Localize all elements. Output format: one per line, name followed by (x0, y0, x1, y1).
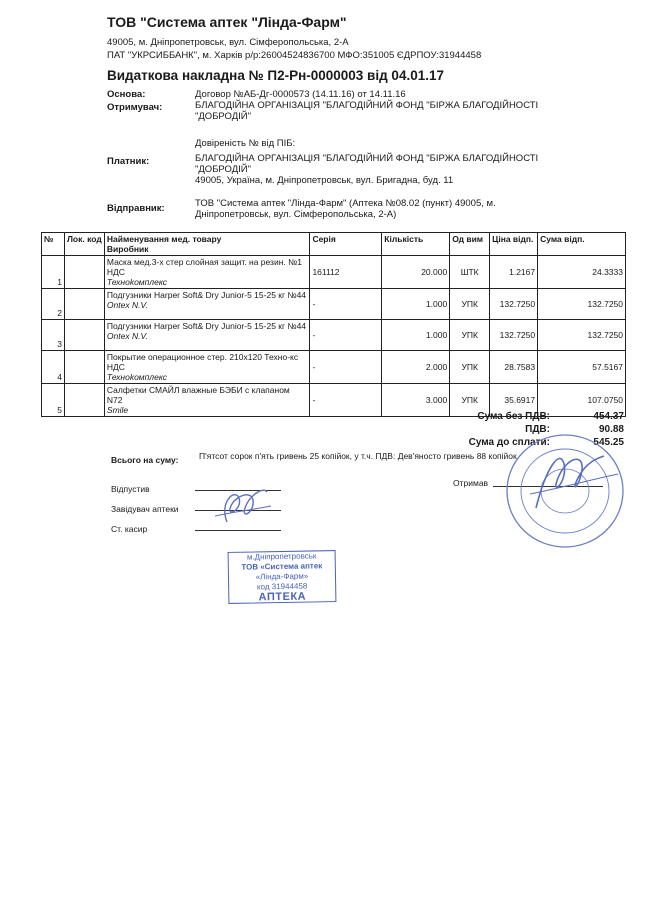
row-sum: 107.0750 (538, 384, 626, 417)
power-of-attorney: Довіреність № від ПІБ: (195, 138, 296, 149)
row-qty: 1.000 (382, 320, 450, 351)
header-num: № (42, 233, 65, 256)
row-series: - (310, 320, 382, 351)
row-num: 5 (42, 384, 65, 417)
stamp-line: код 31944458 (256, 581, 308, 592)
row-unit: ШТК (450, 256, 490, 289)
payer-line: 49005, Україна, м. Дніпропетровськ, вул. Бригадна, буд. 11 (195, 175, 454, 186)
stamp-line: «Лінда-Фарм» (255, 571, 309, 582)
stamp-line: АПТЕКА (258, 590, 307, 604)
row-sum: 24.3333 (538, 256, 626, 289)
row-num: 2 (42, 289, 65, 320)
sender-line: ТОВ "Система аптек "Лінда-Фарм" (Аптека №08.02 (пункт) 49005, м. (195, 198, 496, 209)
row-qty: 3.000 (382, 384, 450, 417)
amount-words-label: Всього на суму: (111, 455, 179, 465)
head-signature-icon (205, 482, 275, 528)
payer-line: "ДОБРОДІЙ" (195, 164, 252, 175)
payer-line: БЛАГОДІЙНА ОРГАНІЗАЦІЯ "БЛАГОДІЙНИЙ ФОНД "БІРЖА БЛАГОДІЙНОСТІ (195, 153, 539, 164)
stamp-line: м.Дніпропетровськ (246, 551, 317, 562)
row-qty: 2.000 (382, 351, 450, 384)
row-price: 28.7583 (490, 351, 538, 384)
row-sum: 57.5167 (538, 351, 626, 384)
header-name (104, 233, 310, 256)
row-price: 132.7250 (490, 289, 538, 320)
cashier-line (195, 530, 281, 531)
company-address: 49005, м. Дніпропетровськ, вул. Сімферопольська, 2-А (107, 37, 349, 48)
row-code (64, 256, 104, 289)
row-unit: УПК (450, 320, 490, 351)
pharmacy-stamp (228, 550, 337, 604)
row-name-text: Подгузники Harper Soft& Dry Junior-5 15-25 кг №44 (106, 290, 307, 300)
row-name (104, 384, 310, 417)
row-sum: 132.7250 (538, 289, 626, 320)
receiver-line: БЛАГОДІЙНА ОРГАНІЗАЦІЯ "БЛАГОДІЙНИЙ ФОНД "БІРЖА БЛАГОДІЙНОСТІ (195, 100, 539, 111)
basis-value: Договор №АБ-Дг-0000573 (14.11.16) от 14.11.16 (195, 89, 406, 100)
receiver-label: Отримувач: (107, 102, 163, 113)
row-unit: УПК (450, 384, 490, 417)
total-value: 545.25 (593, 437, 624, 448)
row-series: - (310, 289, 382, 320)
header-series: Серія (310, 233, 382, 256)
round-stamp-icon (500, 428, 630, 554)
row-unit: УПК (450, 289, 490, 320)
sender-value (195, 198, 496, 220)
row-name (104, 320, 310, 351)
items-table (41, 232, 626, 417)
row-code (64, 384, 104, 417)
table-row (42, 289, 626, 320)
row-code (64, 351, 104, 384)
row-code (64, 289, 104, 320)
row-price: 35.6917 (490, 384, 538, 417)
table-header-row (42, 233, 626, 256)
header-qty: Кількість (382, 233, 450, 256)
receiver-line: "ДОБРОДІЙ" (195, 111, 252, 122)
basis-label: Основа: (107, 89, 146, 100)
sender-line: Дніпропетровськ, вул. Сімферопольська, 2-А) (195, 209, 397, 220)
row-name-text: Салфетки СМАЙЛ влажные БЭБИ с клапаном N72 (106, 385, 290, 405)
released-label: Відпустив (111, 484, 150, 494)
row-code (64, 320, 104, 351)
header-code: Лок. код (64, 233, 104, 256)
row-maker-text: Техноkомплекс (106, 372, 167, 382)
header-sum: Сума відп. (538, 233, 626, 256)
table-row (42, 351, 626, 384)
header-unit: Од вим (450, 233, 490, 256)
received-label: Отримав (453, 478, 489, 488)
invoice-title: Видаткова накладна № П2-Рн-0000003 від 04.01.17 (107, 68, 444, 83)
sender-label: Відправник: (107, 203, 165, 214)
header-name-text: Найменування мед. товару (106, 234, 222, 244)
vat-label: ПДВ: (525, 424, 550, 435)
total-label: Сума до сплати: (468, 437, 550, 448)
row-name (104, 351, 310, 384)
row-num: 3 (42, 320, 65, 351)
company-name: ТОВ "Система аптек "Лінда-Фарм" (107, 14, 347, 30)
row-unit: УПК (450, 351, 490, 384)
row-name-text: Подгузники Harper Soft& Dry Junior-5 15-25 кг №44 (106, 321, 307, 331)
row-name-text: Маска мед.3-х стер слойная защит. на резин. №1 НДС (106, 257, 302, 277)
row-series: 161112 (310, 256, 382, 289)
company-bank: ПАТ "УКРСИББАНК", м. Харків р/р:26004524836700 МФО:351005 ЄДРПОУ:31944458 (107, 50, 482, 61)
row-series: - (310, 384, 382, 417)
subtotal-label: Сума без ПДВ: (477, 411, 550, 422)
header-price: Ціна відп. (490, 233, 538, 256)
row-num: 1 (42, 256, 65, 289)
row-maker-text: Ontex N.V. (106, 300, 148, 310)
table-row (42, 320, 626, 351)
receiver-value (195, 100, 538, 122)
row-sum: 132.7250 (538, 320, 626, 351)
vat-value: 90.88 (598, 424, 624, 435)
row-name (104, 289, 310, 320)
row-qty: 20.000 (382, 256, 450, 289)
row-num: 4 (42, 351, 65, 384)
row-name (104, 256, 310, 289)
row-qty: 1.000 (382, 289, 450, 320)
payer-label: Платник: (107, 156, 150, 167)
row-maker-text: Smile (106, 405, 129, 415)
row-price: 132.7250 (490, 320, 538, 351)
head-label: Завідувач аптеки (111, 504, 179, 514)
stamp-line: ТОВ «Система аптек (241, 561, 323, 572)
row-maker-text: Ontex N.V. (106, 331, 148, 341)
row-series: - (310, 351, 382, 384)
row-price: 1.2167 (490, 256, 538, 289)
row-maker-text: Техноkомплекс (106, 277, 167, 287)
subtotal-value: 454.37 (593, 411, 624, 422)
amount-words-text: П'ятсот сорок п'ять гривень 25 копійок, у т.ч. ПДВ: Дев'яносто гривень 88 копійок (199, 451, 517, 461)
payer-value (195, 153, 538, 186)
cashier-label: Ст. касир (111, 524, 148, 534)
header-maker-text: Виробник (106, 244, 149, 254)
row-name-text: Покрытие операционное стер. 210x120 Техно-кс НДС (106, 352, 299, 372)
table-row (42, 256, 626, 289)
